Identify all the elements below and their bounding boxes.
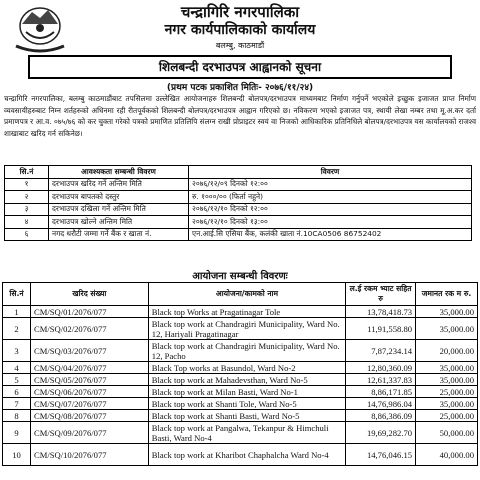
table-row bbox=[5, 191, 472, 204]
cell-estimate: 14,76,046.15 bbox=[346, 444, 416, 466]
cell-bid-security: 20,000.00 bbox=[416, 340, 478, 362]
cell-bid-security: 35,000.00 bbox=[416, 318, 478, 340]
cell-procurement-no: CM/SQ/08/2076/077 bbox=[30, 410, 148, 422]
cell-sn: 7 bbox=[3, 398, 31, 410]
table-row bbox=[3, 444, 478, 466]
cell-bid-security: 40,000.00 bbox=[416, 444, 478, 466]
cell-bid-security: 50,000.00 bbox=[416, 422, 478, 444]
cell-sn: 8 bbox=[3, 410, 31, 422]
table-row bbox=[3, 306, 478, 318]
cell-estimate: 8,86,386.09 bbox=[346, 410, 416, 422]
cell-detail: एन.आई.सि एसिया बैंक, कलंकी खाता नं.10CA0506 86752402 bbox=[189, 228, 472, 241]
cell-bid-security: 25,000.00 bbox=[416, 410, 478, 422]
table-row bbox=[3, 318, 478, 340]
cell-sn: 1 bbox=[3, 306, 31, 318]
table-row bbox=[3, 362, 478, 374]
cell-procurement-no: CM/SQ/01/2076/077 bbox=[30, 306, 148, 318]
cell-project-name: Black top work at Milan Basti, Ward No-1 bbox=[148, 386, 345, 398]
col-header-requirement: आवश्यकता सम्बन्धी विवरण bbox=[49, 166, 189, 179]
table-row bbox=[3, 374, 478, 386]
cell-procurement-no: CM/SQ/04/2076/077 bbox=[30, 362, 148, 374]
cell-procurement-no: CM/SQ/10/2076/077 bbox=[30, 444, 148, 466]
projects-title: आयोजना सम्बन्धी विवरणः bbox=[192, 271, 288, 282]
cell-project-name: Black top work at Mahadevsthan, Ward No-5 bbox=[148, 374, 345, 386]
cell-sn: 2 bbox=[3, 318, 31, 340]
cell-sn: २ bbox=[5, 191, 49, 204]
cell-procurement-no: CM/SQ/02/2076/077 bbox=[30, 318, 148, 340]
cell-bid-security: 25,000.00 bbox=[416, 386, 478, 398]
cell-procurement-no: CM/SQ/07/2076/077 bbox=[30, 398, 148, 410]
cell-sn: 5 bbox=[3, 374, 31, 386]
cell-project-name: Black Top works at Basundol, Ward No-2 bbox=[148, 362, 345, 374]
cell-estimate: 12,61,337.83 bbox=[346, 374, 416, 386]
requirements-table bbox=[4, 165, 472, 241]
col-header-project-name: आयोजना/कामको नाम bbox=[148, 283, 345, 306]
cell-bid-security: 35,000.00 bbox=[416, 362, 478, 374]
cell-sn: ४ bbox=[5, 216, 49, 229]
notice-banner: शिलबन्दी दरभाउपत्र आह्वानको सूचना bbox=[28, 55, 452, 79]
cell-project-name: Black top work at Shanti Tole, Ward No-5 bbox=[148, 398, 345, 410]
cell-estimate: 7,87,234.14 bbox=[346, 340, 416, 362]
cell-project-name: Black top work at Chandragiri Municipality, Ward No. 12, Pacho bbox=[148, 340, 345, 362]
col-header-detail: विवरण bbox=[189, 166, 472, 179]
table-row bbox=[3, 422, 478, 444]
cell-procurement-no: CM/SQ/05/2076/077 bbox=[30, 374, 148, 386]
cell-sn: 3 bbox=[3, 340, 31, 362]
cell-sn: १ bbox=[5, 178, 49, 191]
cell-estimate: 11,91,558.80 bbox=[346, 318, 416, 340]
requirements-header-row bbox=[5, 166, 472, 179]
col-header-procurement-no: खरिद संख्या bbox=[30, 283, 148, 306]
office-location: बलम्बु, काठमाडौं bbox=[215, 41, 265, 50]
col-header-sn: सि.नं bbox=[5, 166, 49, 179]
table-row bbox=[5, 203, 472, 216]
table-row bbox=[5, 228, 472, 241]
cell-estimate: 12,80,360.09 bbox=[346, 362, 416, 374]
cell-requirement: दरभाउपत्र खोल्ने अन्तिम मिति bbox=[49, 216, 189, 229]
cell-project-name: Black top work at Kharibot Chaphalcha Ward No-4 bbox=[148, 444, 345, 466]
cell-detail: रु. १०००/०० (फिर्ता नहुने) bbox=[189, 191, 472, 204]
cell-procurement-no: CM/SQ/09/2076/077 bbox=[30, 422, 148, 444]
cell-sn: 6 bbox=[3, 386, 31, 398]
cell-detail: २०७६/१२/०९ दिनको १२:०० bbox=[189, 178, 472, 191]
cell-procurement-no: CM/SQ/03/2076/077 bbox=[30, 340, 148, 362]
cell-bid-security: 35,000.00 bbox=[416, 306, 478, 318]
table-row bbox=[3, 410, 478, 422]
cell-estimate: 19,69,282.70 bbox=[346, 422, 416, 444]
municipality-title: चन्द्रागिरि नगरपालिका bbox=[180, 3, 300, 21]
cell-project-name: Black top Works at Pragatinagar Tole bbox=[148, 306, 345, 318]
projects-header-row bbox=[3, 283, 478, 306]
table-row bbox=[5, 216, 472, 229]
cell-requirement: दरभाउपत्र बापतको दस्तुर bbox=[49, 191, 189, 204]
cell-estimate: 13,78,418.73 bbox=[346, 306, 416, 318]
cell-bid-security: 35,000.00 bbox=[416, 374, 478, 386]
cell-estimate: 14,76,986.04 bbox=[346, 398, 416, 410]
table-row bbox=[5, 178, 472, 191]
cell-sn: 10 bbox=[3, 444, 31, 466]
cell-sn: ३ bbox=[5, 203, 49, 216]
cell-bid-security: 35,000.00 bbox=[416, 398, 478, 410]
cell-sn: 9 bbox=[3, 422, 31, 444]
cell-procurement-no: CM/SQ/06/2076/077 bbox=[30, 386, 148, 398]
col-header-estimate: ल.ई रकम भ्याट सहित रु bbox=[346, 283, 416, 306]
publish-date: (प्रथम पटक प्रकाशित मितिः- २०७६/११/२४) bbox=[166, 83, 314, 93]
col-header-sn: सि.नं bbox=[3, 283, 31, 306]
cell-sn: 4 bbox=[3, 362, 31, 374]
cell-requirement: नगद धरौटी जम्मा गर्ने बैंक र खाता नं. bbox=[49, 228, 189, 241]
table-row bbox=[3, 398, 478, 410]
cell-detail: २०७६/१२/१० दिनको १२:०० bbox=[189, 203, 472, 216]
cell-project-name: Black top work at Shanti Basti, Ward No-5 bbox=[148, 410, 345, 422]
cell-requirement: दरभाउपत्र खरिद गर्ने अन्तिम मिति bbox=[49, 178, 189, 191]
office-title: नगर कार्यपालिकाको कार्यालय bbox=[164, 22, 316, 38]
cell-estimate: 8,86,171.85 bbox=[346, 386, 416, 398]
cell-project-name: Black top work at Pangalwa, Tekanpur & Himchuli Basti, Ward No-4 bbox=[148, 422, 345, 444]
cell-project-name: Black top work at Chandragiri Municipality, Ward No. 12, Hariyali Pragatinagar bbox=[148, 318, 345, 340]
col-header-bid-security: जमानत रक म रु. bbox=[416, 283, 478, 306]
cell-sn: ६ bbox=[5, 228, 49, 241]
cell-requirement: दरभाउपत्र दखिला गर्ने अन्तिम मिति bbox=[49, 203, 189, 216]
table-row bbox=[3, 340, 478, 362]
intro-paragraph: चन्द्रागिरि नगरपालिका, बलम्बु काठमाडौंबाट तपसिलमा उल्लेखित आयोजनाहरु शिलबन्दी बोलपत्र/दरभाउपत्र माध्यमबाट निर्माण गर्नुपर्ने भएकोले इच्छुक इजाजत प्राप्त निर्माण व्यवसायीहरुबाट निम्न शर्तहरुको अधिनमा रही रीतपूर्वकको शिलबन्दी बोलपत्र/दरभाउपत्र आह्वान गरिएको छ। नविकरण भएको इजाजत पत्र, स्थायी लेखा नम्बर तथा मू.अ.कर दर्ता प्रमाणपत्र र आ.व. ०७५/७६ को कर चुक्ता गरेको पत्रको प्रमाणित प्रतिलिपि संलग्न राखी प्रोप्राइटर स्वयं वा निजको आधिकारिक प्रतिनिधिले बोलपत्र/दरभाउपत्र यस कार्यालयको राजश्व शाखाबाट खरिद गर्न सकिनेछ। bbox=[4, 94, 476, 138]
table-row bbox=[3, 386, 478, 398]
projects-table bbox=[2, 282, 478, 466]
cell-detail: २०७६/१२/१० दिनको १३:०० bbox=[189, 216, 472, 229]
